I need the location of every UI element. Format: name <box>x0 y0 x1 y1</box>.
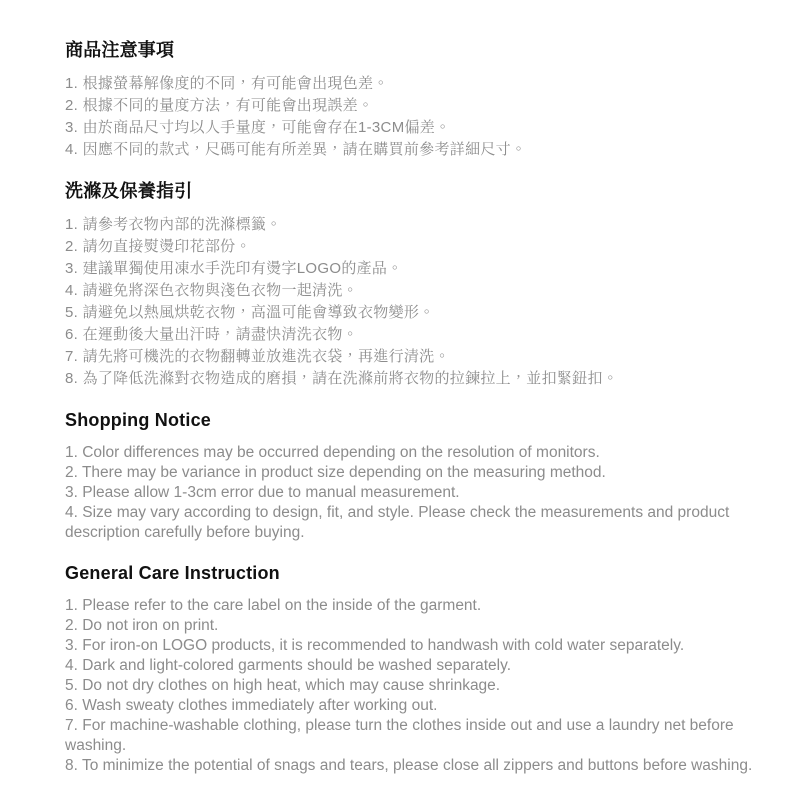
list-item: 2. 請勿直接熨燙印花部份。 <box>65 238 251 255</box>
list-item: 2. There may be variance in product size depending on the measuring method. <box>65 464 606 481</box>
section-general-care-instruction-en <box>65 563 762 776</box>
section-shopping-notice-en <box>65 410 762 543</box>
list-item: 7. 請先將可機洗的衣物翻轉並放進洗衣袋，再進行清洗。 <box>65 348 450 365</box>
list-item: 1. Color differences may be occurred depending on the resolution of monitors. <box>65 444 600 461</box>
list-item: 1. Please refer to the care label on the inside of the garment. <box>65 597 482 614</box>
section-title-general-care-instruction-en: General Care Instruction <box>65 563 280 583</box>
section-title-care-guide-zh: 洗滌及保養指引 <box>65 181 193 201</box>
list-item: 2. Do not iron on print. <box>65 617 219 634</box>
list-item: 3. For iron-on LOGO products, it is recommended to handwash with cold water separately. <box>65 637 685 654</box>
section-care-guide-zh <box>65 181 762 390</box>
section-product-notice-zh <box>65 40 762 161</box>
section-title-shopping-notice-en: Shopping Notice <box>65 410 211 430</box>
list-item: 8. To minimize the potential of snags and tears, please close all zippers and buttons before washing. <box>65 757 753 774</box>
list-item: 5. Do not dry clothes on high heat, which may cause shrinkage. <box>65 677 501 694</box>
list-item: 2. 根據不同的量度方法，有可能會出現誤差。 <box>65 97 374 114</box>
list-item: 6. 在運動後大量出汗時，請盡快清洗衣物。 <box>65 326 358 343</box>
list-item: 3. 建議單獨使用凍水手洗印有燙字LOGO的產品。 <box>65 260 403 277</box>
page-content <box>65 40 762 776</box>
list-item: 6. Wash sweaty clothes immediately after working out. <box>65 697 438 714</box>
list-item: 8. 為了降低洗滌對衣物造成的磨損，請在洗滌前將衣物的拉鍊拉上，並扣緊鈕扣。 <box>65 370 619 387</box>
list-item: 4. Size may vary according to design, fit, and style. Please check the measurements and product description carefully before buying. <box>65 504 730 541</box>
list-item: 4. 因應不同的款式，尺碼可能有所差異，請在購買前參考詳細尺寸。 <box>65 141 527 158</box>
section-title-product-notice-zh: 商品注意事項 <box>65 40 175 60</box>
list-item: 5. 請避免以熱風烘乾衣物，高溫可能會導致衣物變形。 <box>65 304 435 321</box>
list-item: 3. Please allow 1-3cm error due to manual measurement. <box>65 484 460 501</box>
list-item: 7. For machine-washable clothing, please turn the clothes inside out and use a laundry net before washing. <box>65 717 734 754</box>
list-item: 4. Dark and light-colored garments should be washed separately. <box>65 657 512 674</box>
list-item: 4. 請避免將深色衣物與淺色衣物一起清洗。 <box>65 282 358 299</box>
list-item: 3. 由於商品尺寸均以人手量度，可能會存在1-3CM偏差。 <box>65 119 451 136</box>
list-item: 1. 請參考衣物內部的洗滌標籤。 <box>65 216 282 233</box>
list-item: 1. 根據螢幕解像度的不同，有可能會出現色差。 <box>65 75 389 92</box>
